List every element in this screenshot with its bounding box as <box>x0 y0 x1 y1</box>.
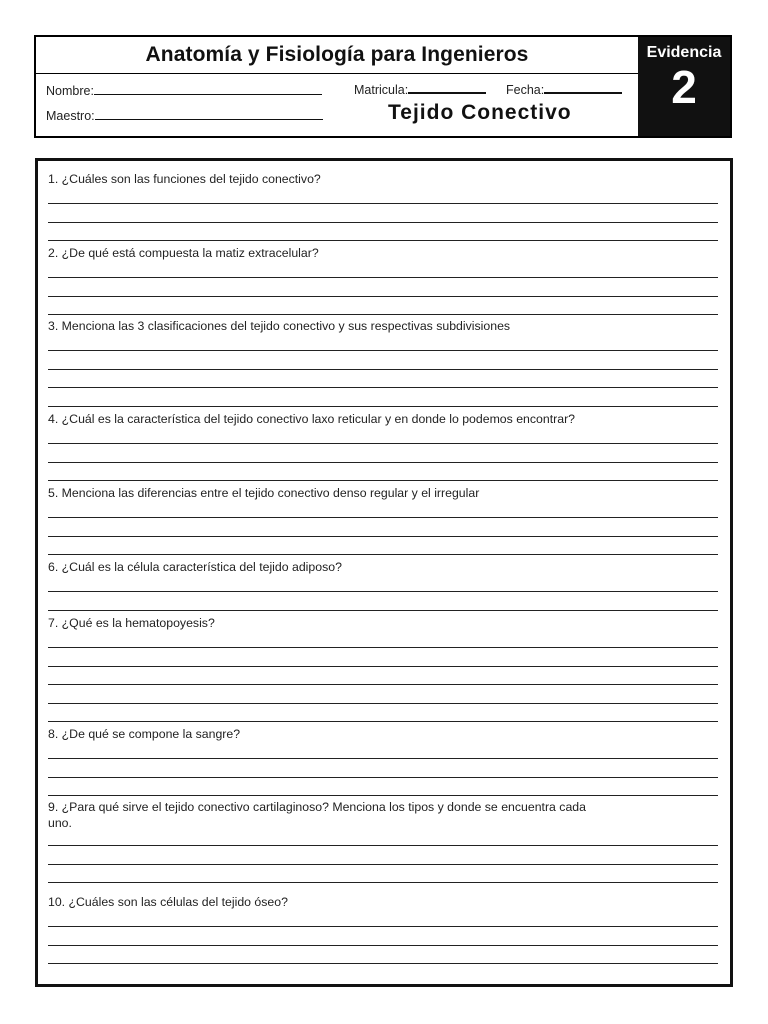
answer-line[interactable] <box>48 554 718 555</box>
nombre-field[interactable] <box>46 83 322 98</box>
question-10 <box>48 894 718 910</box>
subject-title: Tejido Conectivo <box>388 101 572 124</box>
maestro-label: Maestro: <box>46 109 95 123</box>
answer-line[interactable] <box>48 963 718 964</box>
answer-line[interactable] <box>48 721 718 722</box>
answer-line[interactable] <box>48 845 718 846</box>
answer-line[interactable] <box>48 517 718 518</box>
question-8 <box>48 726 718 742</box>
answer-line[interactable] <box>48 203 718 204</box>
question-9-text: 9. ¿Para qué sirve el tejido conectivo cartilaginoso? Menciona los tipos y donde se encuentra cada uno. <box>48 800 586 830</box>
nombre-blank-line[interactable] <box>94 83 322 95</box>
fecha-field[interactable] <box>506 81 622 97</box>
maestro-blank-line[interactable] <box>95 108 323 120</box>
answer-line[interactable] <box>48 536 718 537</box>
answer-line[interactable] <box>48 240 718 241</box>
question-7-text: 7. ¿Qué es la hematopoyesis? <box>48 616 215 630</box>
answer-line[interactable] <box>48 882 718 883</box>
evidence-badge-label: Evidencia <box>646 44 722 61</box>
answer-line[interactable] <box>48 864 718 865</box>
course-title: Anatomía y Fisiología para Ingenieros <box>145 43 529 66</box>
question-8-text: 8. ¿De qué se compone la sangre? <box>48 727 241 741</box>
matricula-field[interactable] <box>354 81 486 97</box>
question-5-text: 5. Menciona las diferencias entre el tejido conectivo denso regular y el irregular <box>48 486 480 500</box>
answer-line[interactable] <box>48 684 718 685</box>
answer-line[interactable] <box>48 406 718 407</box>
answer-line[interactable] <box>48 591 718 592</box>
answer-line[interactable] <box>48 777 718 778</box>
evidence-badge-number: 2 <box>671 61 697 113</box>
answer-line[interactable] <box>48 647 718 648</box>
answer-line[interactable] <box>48 296 718 297</box>
answer-line[interactable] <box>48 277 718 278</box>
answer-line[interactable] <box>48 610 718 611</box>
header-main <box>36 37 638 136</box>
answer-line[interactable] <box>48 387 718 388</box>
answer-line[interactable] <box>48 350 718 351</box>
answer-line[interactable] <box>48 945 718 946</box>
answer-line[interactable] <box>48 480 718 481</box>
worksheet-header <box>34 35 732 138</box>
evidence-badge <box>638 37 730 136</box>
header-fields <box>36 74 638 136</box>
question-6-text: 6. ¿Cuál es la célula característica del tejido adiposo? <box>48 560 342 574</box>
questions-box <box>35 158 733 987</box>
nombre-label: Nombre: <box>46 84 94 98</box>
answer-line[interactable] <box>48 703 718 704</box>
answer-line[interactable] <box>48 314 718 315</box>
answer-line[interactable] <box>48 758 718 759</box>
matricula-blank-line[interactable] <box>408 81 486 94</box>
maestro-field[interactable] <box>46 108 323 123</box>
question-4 <box>48 411 718 427</box>
answer-line[interactable] <box>48 926 718 927</box>
question-3 <box>48 318 718 334</box>
question-1 <box>48 171 718 187</box>
question-5 <box>48 485 718 501</box>
question-9 <box>48 799 718 831</box>
header-title-row <box>36 37 638 74</box>
fecha-blank-line[interactable] <box>544 81 622 94</box>
question-1-text: 1. ¿Cuáles son las funciones del tejido conectivo? <box>48 172 321 186</box>
answer-line[interactable] <box>48 443 718 444</box>
answer-line[interactable] <box>48 795 718 796</box>
question-2 <box>48 245 718 261</box>
question-10-text: 10. ¿Cuáles son las células del tejido óseo? <box>48 895 288 909</box>
answer-line[interactable] <box>48 222 718 223</box>
fecha-label: Fecha: <box>506 83 545 97</box>
question-6 <box>48 559 718 575</box>
answer-line[interactable] <box>48 369 718 370</box>
answer-line[interactable] <box>48 666 718 667</box>
question-3-text: 3. Menciona las 3 clasificaciones del tejido conectivo y sus respectivas subdivisiones <box>48 319 511 333</box>
matricula-label: Matricula: <box>354 83 409 97</box>
answer-line[interactable] <box>48 462 718 463</box>
question-4-text: 4. ¿Cuál es la característica del tejido conectivo laxo reticular y en donde lo podemos encontrar? <box>48 412 576 426</box>
question-2-text: 2. ¿De qué está compuesta la matiz extracelular? <box>48 246 319 260</box>
question-7 <box>48 615 718 631</box>
